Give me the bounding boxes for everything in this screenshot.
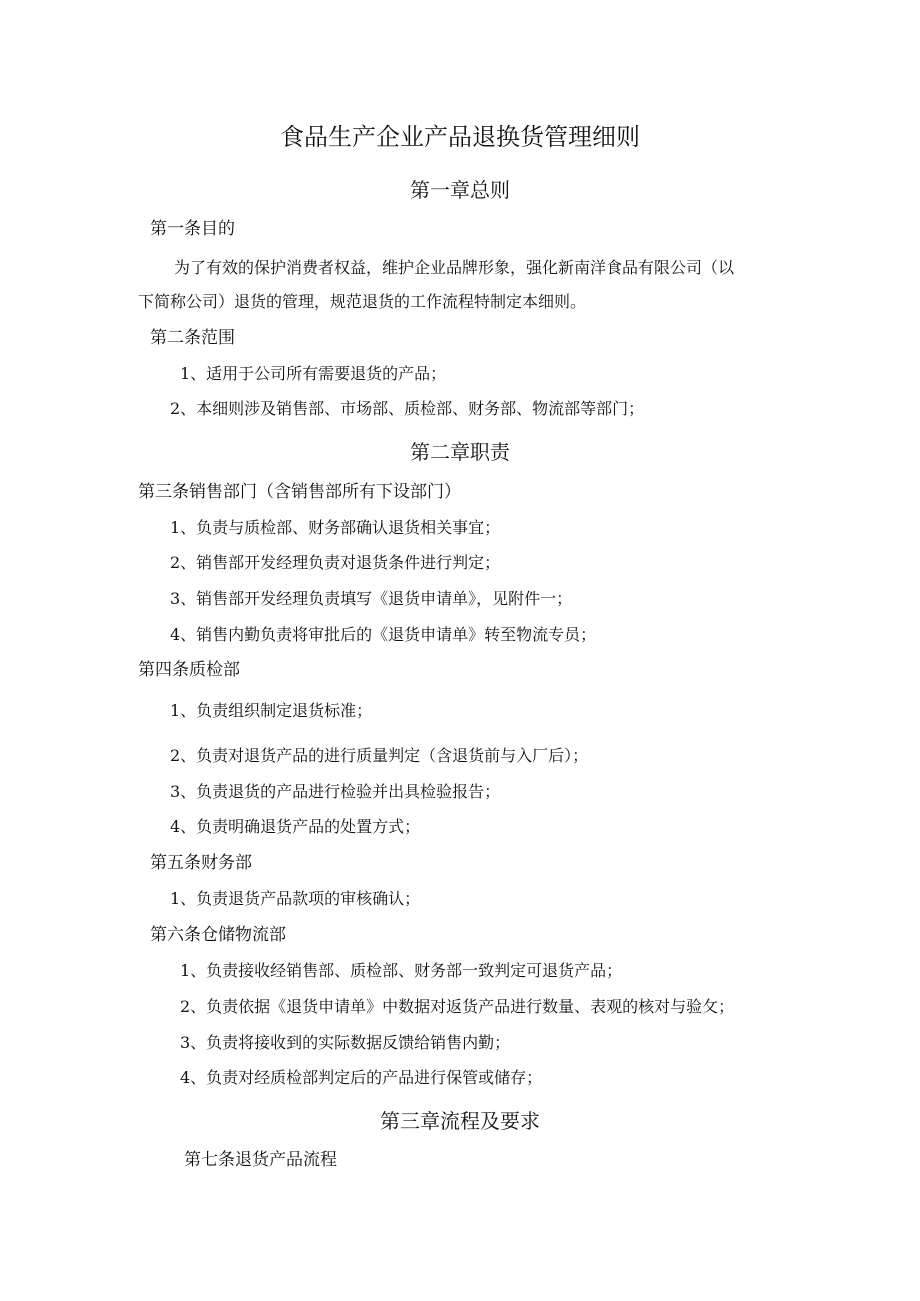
article-3-item-3: 3、销售部开发经理负责填写《退货申请单》，见附件一； bbox=[170, 589, 573, 608]
article-6-item-4: 4、负责对经质检部判定后的产品进行保管或储存； bbox=[180, 1068, 543, 1087]
article-7-heading: 第七条退货产品流程 bbox=[184, 1150, 337, 1170]
article-4-item-1: 1、负责组织制定退货标准； bbox=[170, 701, 373, 720]
article-4-heading: 第四条质检部 bbox=[138, 660, 240, 680]
article-4-item-4: 4、负责明确退货产品的处置方式； bbox=[170, 817, 421, 836]
article-3-item-2: 2、销售部开发经理负责对退货条件进行判定； bbox=[170, 553, 501, 572]
article-6-item-3: 3、负责将接收到的实际数据反馈给销售内勤； bbox=[180, 1033, 511, 1052]
article-4-item-2: 2、负责对退货产品的进行质量判定（含退货前与入厂后）； bbox=[170, 746, 589, 765]
article-1-paragraph-line-1: 为了有效的保护消费者权益，维护企业品牌形象，强化新南洋食品有限公司（以 bbox=[174, 258, 735, 277]
article-2-item-1: 1、适用于公司所有需要退货的产品； bbox=[180, 364, 447, 383]
article-1-heading: 第一条目的 bbox=[150, 219, 235, 239]
article-5-heading: 第五条财务部 bbox=[150, 853, 252, 873]
article-2-item-2: 2、本细则涉及销售部、市场部、质检部、财务部、物流部等部门； bbox=[170, 399, 645, 418]
article-3-item-1: 1、负责与质检部、财务部确认退货相关事宜； bbox=[170, 518, 501, 537]
article-6-item-1: 1、负责接收经销售部、质检部、财务部一致判定可退货产品； bbox=[180, 961, 623, 980]
chapter-2-heading: 第二章职责 bbox=[410, 440, 510, 464]
article-5-item-1: 1、负责退货产品款项的审核确认； bbox=[170, 889, 421, 908]
article-3-heading: 第三条销售部门（含销售部所有下设部门） bbox=[138, 482, 461, 502]
article-6-item-2: 2、负责依据《退货申请单》中数据对返货产品进行数量、表观的核对与验攵； bbox=[180, 997, 735, 1016]
article-2-heading: 第二条范围 bbox=[150, 328, 235, 348]
chapter-1-heading: 第一章总则 bbox=[410, 178, 510, 202]
article-3-item-4: 4、销售内勤负责将审批后的《退货申请单》转至物流专员； bbox=[170, 625, 597, 644]
article-1-paragraph-line-2: 下简称公司）退货的管理，规范退货的工作流程特制定本细则。 bbox=[138, 292, 587, 311]
article-4-item-3: 3、负责退货的产品进行检验并出具检验报告； bbox=[170, 782, 501, 801]
document-title: 食品生产企业产品退换货管理细则 bbox=[280, 123, 640, 151]
chapter-3-heading: 第三章流程及要求 bbox=[380, 1109, 540, 1133]
article-6-heading: 第六条仓储物流部 bbox=[150, 925, 286, 945]
